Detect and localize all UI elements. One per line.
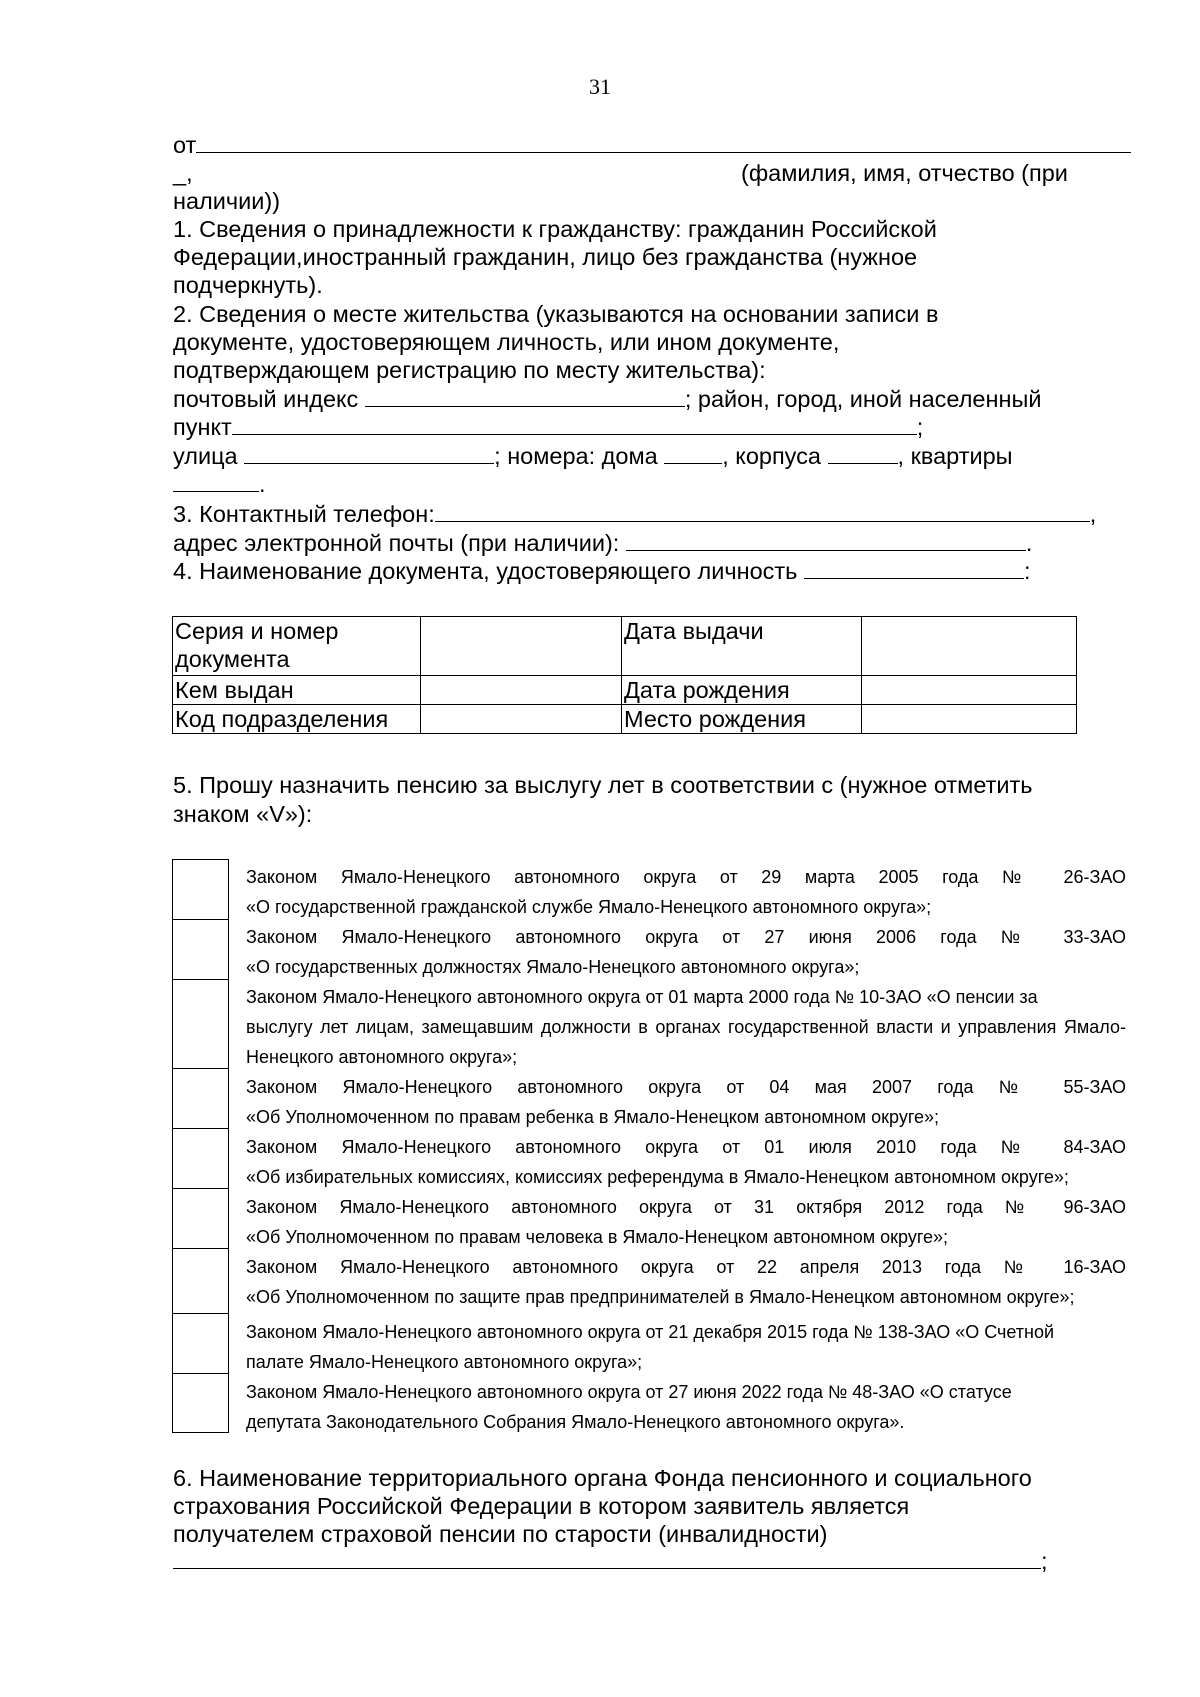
law-checkbox[interactable] (172, 1313, 229, 1373)
issue-date-value[interactable] (862, 617, 1077, 676)
building-field[interactable] (828, 443, 898, 464)
apartment-end: . (259, 471, 266, 497)
birth-place-value[interactable] (862, 705, 1077, 734)
law-checkbox[interactable] (172, 979, 229, 1068)
phone-label: 3. Контактный телефон: (173, 501, 435, 527)
house-label: ; номера: дома (494, 443, 658, 469)
email-line (173, 529, 1032, 557)
table-row (173, 705, 1077, 734)
law-text: Законом Ямало-Ненецкого автономного округа от 29 марта 2005 года № 26-ЗАО (246, 867, 1126, 887)
email-field[interactable] (626, 530, 1026, 551)
postal-label: почтовый индекс (173, 386, 359, 412)
street-line (173, 442, 1013, 470)
law-checkbox-column (172, 859, 228, 1433)
fio-hint-line (173, 159, 1068, 187)
apartment-line (173, 470, 266, 498)
citizenship-line-1: 1. Сведения о принадлежности к гражданству: гражданин Российской (173, 216, 937, 242)
table-row (173, 676, 1077, 705)
apartment-field[interactable] (173, 471, 259, 492)
law-checkbox[interactable] (172, 1248, 229, 1313)
residence-line-3: подтверждающем регистрацию по месту жительства): (173, 357, 766, 383)
series-number-value[interactable] (421, 617, 622, 676)
from-label: от (173, 132, 197, 158)
phone-end: , (1089, 501, 1097, 527)
law-text: депутата Законодательного Собрания Ямало-Ненецкого автономного округа». (246, 1412, 905, 1432)
pfr-body-end: ; (1041, 1548, 1048, 1574)
residence-line-2: документе, удостоверяющем личность, или ином документе, (173, 329, 840, 355)
fio-hint-cont: наличии)) (173, 188, 281, 214)
pension-request-line-1: 5. Прошу назначить пенсию за выслугу лет в соответствии с (нужное отметить (173, 772, 1033, 798)
law-checkbox[interactable] (172, 1128, 229, 1188)
email-label: адрес электронной почты (при наличии): (173, 530, 620, 556)
law-checkbox[interactable] (172, 919, 229, 979)
birth-date-value[interactable] (862, 676, 1077, 705)
division-code-value[interactable] (421, 705, 622, 734)
table-cell: Кем выдан (173, 676, 421, 705)
table-cell: Серия и номер документа (173, 617, 421, 676)
table-cell: Дата рождения (622, 676, 862, 705)
fio-hint: (фамилия, имя, отчество (при (741, 160, 1068, 186)
law-checkbox[interactable] (172, 859, 229, 919)
law-text: Законом Ямало-Ненецкого автономного округа от 01 марта 2000 года № 10-ЗАО «О пенсии за (246, 987, 1038, 1007)
page-number: 31 (589, 74, 611, 99)
pfr-body-line-1: 6. Наименование территориального органа Фонда пенсионного и социального (173, 1465, 1032, 1491)
pfr-body-field-line (173, 1547, 1048, 1575)
law-text: Законом Ямало-Ненецкого автономного округа от 04 мая 2007 года № 55-ЗАО (246, 1077, 1126, 1097)
law-checkbox[interactable] (172, 1068, 229, 1128)
postal-line (173, 385, 1041, 413)
table-cell: Дата выдачи (622, 617, 862, 676)
table-row (173, 617, 1077, 676)
issued-by-value[interactable] (421, 676, 622, 705)
street-field[interactable] (244, 443, 494, 464)
citizenship-line-3: подчеркнуть). (173, 272, 323, 298)
phone-field[interactable] (435, 501, 1090, 522)
table-cell: Код подразделения (173, 705, 421, 734)
law-text: выслугу лет лицам, замещавшим должности в органах государственной власти и управления Ямало-Ненецкого автономного округа»; (246, 1017, 1126, 1067)
locality-label: пункт (173, 414, 232, 440)
phone-line (173, 500, 1096, 528)
street-label: улица (173, 443, 238, 469)
citizenship-line-2: Федерации,иностранный гражданин, лицо без гражданства (нужное (173, 244, 918, 270)
pfr-body-line-2: страхования Российской Федерации в котором заявитель является (173, 1493, 910, 1519)
law-text: палате Ямало-Ненецкого автономного округа»; (246, 1352, 643, 1372)
applicant-name-field[interactable] (196, 132, 1131, 153)
id-document-line (173, 557, 1030, 585)
law-text: Законом Ямало-Ненецкого автономного округа от 31 октября 2012 года № 96-ЗАО (246, 1197, 1126, 1217)
table-cell: Место рождения (622, 705, 862, 734)
pension-request-line-2: знаком «V»): (173, 801, 313, 827)
id-document-field[interactable] (804, 558, 1024, 579)
law-text: «О государственных должностях Ямало-Ненецкого автономного округа»; (246, 957, 860, 977)
residence-line-1: 2. Сведения о месте жительства (указываются на основании записи в (173, 301, 939, 327)
law-checkbox[interactable] (172, 1373, 229, 1433)
pfr-body-line-3: получателем страховой пенсии по старости (инвалидности) (173, 1521, 828, 1547)
pfr-body-field[interactable] (173, 1548, 1041, 1569)
locality-field[interactable] (232, 414, 917, 435)
law-text: «Об избирательных комиссиях, комиссиях референдума в Ямало-Ненецком автономном округе»; (246, 1167, 1069, 1187)
law-text: «Об Уполномоченном по правам человека в Ямало-Ненецком автономном округе»; (246, 1227, 949, 1247)
comma-mark: _, (173, 160, 193, 186)
law-checkbox[interactable] (172, 1188, 229, 1248)
law-text: Законом Ямало-Ненецкого автономного округа от 27 июня 2006 года № 33-ЗАО (246, 927, 1126, 947)
id-document-end: : (1023, 558, 1031, 584)
apartment-label: , квартиры (897, 443, 1013, 469)
law-text: Законом Ямало-Ненецкого автономного округа от 22 апреля 2013 года № 16-ЗАО (246, 1257, 1126, 1277)
postal-code-field[interactable] (365, 386, 685, 407)
from-line (173, 131, 1131, 159)
law-text: Законом Ямало-Ненецкого автономного округа от 21 декабря 2015 года № 138-ЗАО «О Счетной (246, 1322, 1055, 1342)
house-field[interactable] (664, 443, 722, 464)
district-label: ; район, город, иной населенный (684, 386, 1042, 412)
law-text: «Об Уполномоченном по правам ребенка в Ямало-Ненецком автономном округе»; (246, 1107, 940, 1127)
id-document-table (172, 616, 1077, 734)
email-end: . (1025, 530, 1033, 556)
law-text: Законом Ямало-Ненецкого автономного округа от 01 июля 2010 года № 84-ЗАО (246, 1137, 1126, 1157)
law-text: «Об Уполномоченном по защите прав предпринимателей в Ямало-Ненецком автономном округе»; (246, 1287, 1075, 1307)
id-document-label: 4. Наименование документа, удостоверяющего личность (173, 558, 798, 584)
locality-semicolon: ; (916, 414, 924, 440)
law-text: «О государственной гражданской службе Ямало-Ненецкого автономного округа»; (246, 897, 932, 917)
law-text: Законом Ямало-Ненецкого автономного округа от 27 июня 2022 года № 48-ЗАО «О статусе (246, 1382, 1012, 1402)
building-label: , корпуса (722, 443, 821, 469)
locality-line (173, 413, 923, 441)
